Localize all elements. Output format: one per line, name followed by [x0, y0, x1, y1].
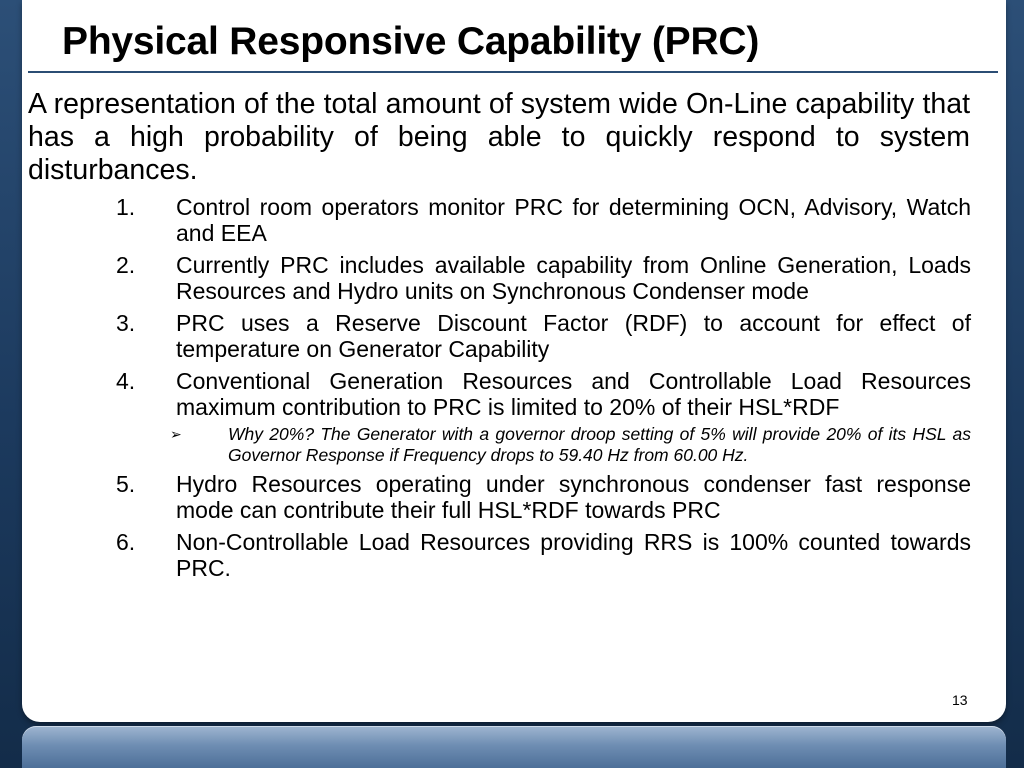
numbered-list	[116, 194, 971, 587]
list-item	[116, 471, 971, 523]
list-item-text: Hydro Resources operating under synchronous condenser fast response mode can contribute their full HSL*RDF towards PRC	[176, 471, 971, 523]
list-item-text: Conventional Generation Resources and Controllable Load Resources maximum contribution to PRC is limited to 20% of their HSL*RDF	[176, 368, 971, 420]
list-item-number: 1.	[116, 194, 136, 220]
arrow-bullet-icon: ➢	[170, 426, 182, 442]
list-item	[116, 529, 971, 581]
intro-paragraph: A representation of the total amount of system wide On-Line capability that has a high probability of being able to quickly respond to system disturbances.	[28, 88, 970, 186]
list-item-number: 3.	[116, 310, 136, 336]
list-item-number: 6.	[116, 529, 136, 555]
list-item-number: 2.	[116, 252, 136, 278]
title-divider	[28, 71, 998, 73]
list-item-number: 4.	[116, 368, 136, 394]
sub-note-text: Why 20%? The Generator with a governor droop setting of 5% will provide 20% of its HSL as Governor Response if Frequency drops to 59.40 Hz from 60.00 Hz.	[228, 424, 971, 465]
list-item	[116, 194, 971, 246]
list-item-text: PRC uses a Reserve Discount Factor (RDF) to account for effect of temperature on Generator Capability	[176, 310, 971, 362]
list-item	[116, 252, 971, 304]
list-item-text: Currently PRC includes available capability from Online Generation, Loads Resources and Hydro units on Synchronous Condenser mode	[176, 252, 971, 304]
list-item-text: Control room operators monitor PRC for determining OCN, Advisory, Watch and EEA	[176, 194, 971, 246]
page-number: 13	[952, 692, 968, 708]
sub-list-item	[170, 424, 971, 465]
sub-list	[170, 424, 971, 465]
list-item-number: 5.	[116, 471, 136, 497]
list-item	[116, 368, 971, 465]
slide-title: Physical Responsive Capability (PRC)	[62, 20, 760, 63]
list-item	[116, 310, 971, 362]
list-item-text: Non-Controllable Load Resources providing RRS is 100% counted towards PRC.	[176, 529, 971, 581]
footer-bar	[22, 726, 1006, 768]
